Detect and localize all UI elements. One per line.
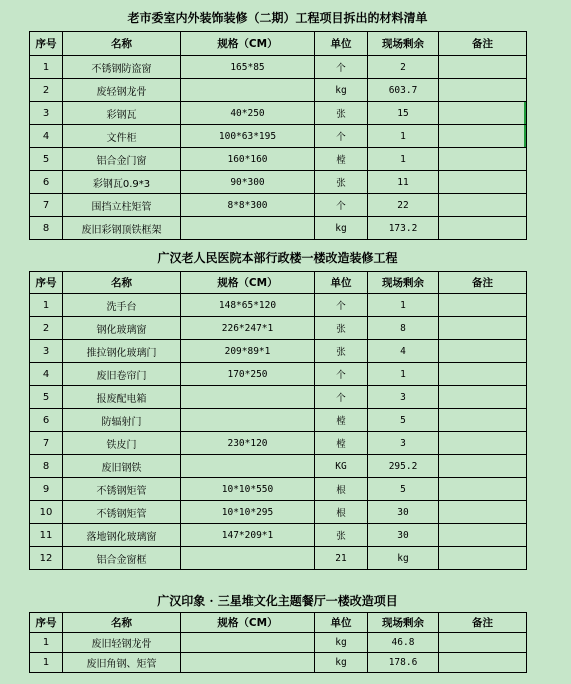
spec-cell[interactable]: 100*63*195 bbox=[181, 125, 315, 148]
table-row bbox=[30, 125, 527, 148]
unit-cell[interactable]: 21 bbox=[315, 547, 368, 570]
remaining-qty-cell[interactable]: 22 bbox=[368, 194, 439, 217]
header-cell[interactable]: 备注 bbox=[439, 272, 527, 294]
section-title: 老市委室内外装饰装修（二期）工程项目拆出的材料清单 bbox=[127, 11, 428, 25]
note-cell[interactable] bbox=[439, 340, 527, 363]
table-row bbox=[30, 501, 527, 524]
table-row bbox=[30, 102, 527, 125]
table-row bbox=[30, 547, 527, 570]
remaining-qty-cell[interactable]: 2 bbox=[368, 56, 439, 79]
note-cell[interactable] bbox=[439, 409, 527, 432]
table-row bbox=[30, 171, 527, 194]
row-number-cell[interactable]: 9 bbox=[30, 478, 63, 501]
unit-cell[interactable]: 张 bbox=[315, 317, 368, 340]
unit-cell[interactable]: 个 bbox=[315, 125, 368, 148]
table-row bbox=[30, 386, 527, 409]
item-name-cell[interactable]: 铝合金门窗 bbox=[63, 148, 181, 171]
remaining-qty-cell[interactable]: 11 bbox=[368, 171, 439, 194]
row-number-cell[interactable]: 8 bbox=[30, 455, 63, 478]
table-row bbox=[30, 524, 527, 547]
unit-cell[interactable]: kg bbox=[315, 79, 368, 102]
spec-cell[interactable] bbox=[181, 386, 315, 409]
row-number-cell[interactable]: 6 bbox=[30, 409, 63, 432]
note-cell[interactable] bbox=[439, 102, 527, 125]
remaining-qty-cell[interactable]: 1 bbox=[368, 148, 439, 171]
table-row bbox=[30, 148, 527, 171]
materials-table bbox=[29, 271, 527, 570]
note-cell[interactable] bbox=[439, 294, 527, 317]
unit-cell[interactable]: 张 bbox=[315, 340, 368, 363]
spec-cell[interactable]: 160*160 bbox=[181, 148, 315, 171]
table-row bbox=[30, 340, 527, 363]
item-name-cell[interactable]: 铁皮门 bbox=[63, 432, 181, 455]
row-number-cell[interactable]: 1 bbox=[30, 633, 63, 653]
section-1 bbox=[29, 5, 526, 240]
table-row bbox=[30, 363, 527, 386]
item-name-cell[interactable]: 废轻钢龙骨 bbox=[63, 79, 181, 102]
item-name-cell[interactable]: 不锈钢防盗窗 bbox=[63, 56, 181, 79]
spec-cell[interactable] bbox=[181, 217, 315, 240]
spec-cell[interactable]: 90*300 bbox=[181, 171, 315, 194]
spec-cell[interactable] bbox=[181, 633, 315, 653]
item-name-cell[interactable]: 废旧卷帘门 bbox=[63, 363, 181, 386]
header-cell[interactable]: 序号 bbox=[30, 32, 63, 56]
header-cell[interactable]: 现场剩余 bbox=[368, 32, 439, 56]
remaining-qty-cell[interactable]: 1 bbox=[368, 294, 439, 317]
unit-cell[interactable]: 樘 bbox=[315, 409, 368, 432]
spec-cell[interactable]: 170*250 bbox=[181, 363, 315, 386]
table-row bbox=[30, 56, 527, 79]
item-name-cell[interactable]: 钢化玻璃窗 bbox=[63, 317, 181, 340]
spec-cell[interactable]: 209*89*1 bbox=[181, 340, 315, 363]
remaining-qty-cell[interactable]: 3 bbox=[368, 432, 439, 455]
item-name-cell[interactable]: 不锈钢矩管 bbox=[63, 501, 181, 524]
item-name-cell[interactable]: 不锈钢矩管 bbox=[63, 478, 181, 501]
row-number-cell[interactable]: 10 bbox=[30, 501, 63, 524]
header-cell[interactable]: 规格（CM） bbox=[181, 613, 315, 633]
spec-cell[interactable]: 148*65*120 bbox=[181, 294, 315, 317]
unit-cell[interactable]: 张 bbox=[315, 524, 368, 547]
note-cell[interactable] bbox=[439, 432, 527, 455]
note-cell[interactable] bbox=[439, 56, 527, 79]
spec-cell[interactable]: 10*10*550 bbox=[181, 478, 315, 501]
remaining-qty-cell[interactable]: 46.8 bbox=[368, 633, 439, 653]
row-number-cell[interactable]: 8 bbox=[30, 217, 63, 240]
note-cell[interactable] bbox=[439, 633, 527, 653]
note-cell[interactable] bbox=[439, 363, 527, 386]
note-cell[interactable] bbox=[439, 125, 527, 148]
spec-cell[interactable] bbox=[181, 409, 315, 432]
materials-table bbox=[29, 612, 527, 673]
remaining-qty-cell[interactable]: 5 bbox=[368, 478, 439, 501]
remaining-qty-cell[interactable]: 1 bbox=[368, 125, 439, 148]
row-number-cell[interactable]: 6 bbox=[30, 171, 63, 194]
item-name-cell[interactable]: 废旧彩钢顶铁框架 bbox=[63, 217, 181, 240]
note-cell[interactable] bbox=[439, 171, 527, 194]
unit-cell[interactable]: 樘 bbox=[315, 432, 368, 455]
item-name-cell[interactable]: 废旧轻钢龙骨 bbox=[63, 633, 181, 653]
note-cell[interactable] bbox=[439, 317, 527, 340]
row-number-cell[interactable]: 2 bbox=[30, 79, 63, 102]
spec-cell[interactable]: 165*85 bbox=[181, 56, 315, 79]
unit-cell[interactable]: 樘 bbox=[315, 148, 368, 171]
note-cell[interactable] bbox=[439, 547, 527, 570]
note-cell[interactable] bbox=[439, 524, 527, 547]
remaining-qty-cell[interactable]: 295.2 bbox=[368, 455, 439, 478]
table-row bbox=[30, 432, 527, 455]
header-cell[interactable]: 现场剩余 bbox=[368, 272, 439, 294]
table-row bbox=[30, 317, 527, 340]
item-name-cell[interactable]: 文件柜 bbox=[63, 125, 181, 148]
remaining-qty-cell[interactable]: 4 bbox=[368, 340, 439, 363]
item-name-cell[interactable]: 洗手台 bbox=[63, 294, 181, 317]
note-cell[interactable] bbox=[439, 79, 527, 102]
table-row bbox=[30, 217, 527, 240]
item-name-cell[interactable]: 落地钢化玻璃窗 bbox=[63, 524, 181, 547]
header-cell[interactable]: 序号 bbox=[30, 613, 63, 633]
item-name-cell[interactable]: 防辐射门 bbox=[63, 409, 181, 432]
row-number-cell[interactable]: 3 bbox=[30, 340, 63, 363]
spec-cell[interactable] bbox=[181, 547, 315, 570]
header-cell[interactable]: 名称 bbox=[63, 32, 181, 56]
spec-cell[interactable]: 147*209*1 bbox=[181, 524, 315, 547]
unit-cell[interactable]: 个 bbox=[315, 363, 368, 386]
remaining-qty-cell[interactable]: 3 bbox=[368, 386, 439, 409]
spec-cell[interactable] bbox=[181, 455, 315, 478]
section-title: 广汉印象 · 三星堆文化主题餐厅一楼改造项目 bbox=[157, 594, 398, 608]
remaining-qty-cell[interactable]: 173.2 bbox=[368, 217, 439, 240]
note-cell[interactable] bbox=[439, 455, 527, 478]
remaining-qty-cell[interactable]: 5 bbox=[368, 409, 439, 432]
spec-cell[interactable]: 8*8*300 bbox=[181, 194, 315, 217]
row-number-cell[interactable]: 1 bbox=[30, 653, 63, 673]
note-cell[interactable] bbox=[439, 194, 527, 217]
unit-cell[interactable]: kg bbox=[315, 633, 368, 653]
row-number-cell[interactable]: 5 bbox=[30, 148, 63, 171]
row-number-cell[interactable]: 4 bbox=[30, 363, 63, 386]
unit-cell[interactable]: 个 bbox=[315, 294, 368, 317]
remaining-qty-cell[interactable]: 8 bbox=[368, 317, 439, 340]
row-number-cell[interactable]: 1 bbox=[30, 294, 63, 317]
item-name-cell[interactable]: 铝合金窗框 bbox=[63, 547, 181, 570]
header-row bbox=[30, 613, 527, 633]
item-name-cell[interactable]: 彩钢瓦 bbox=[63, 102, 181, 125]
header-row bbox=[30, 32, 527, 56]
header-cell[interactable]: 规格（CM） bbox=[181, 272, 315, 294]
remaining-qty-cell[interactable]: 178.6 bbox=[368, 653, 439, 673]
section-2 bbox=[29, 245, 526, 570]
remaining-qty-cell[interactable]: 30 bbox=[368, 501, 439, 524]
row-number-cell[interactable]: 3 bbox=[30, 102, 63, 125]
table-row bbox=[30, 633, 527, 653]
unit-cell[interactable]: 个 bbox=[315, 194, 368, 217]
item-name-cell[interactable]: 推拉钢化玻璃门 bbox=[63, 340, 181, 363]
note-cell[interactable] bbox=[439, 653, 527, 673]
spec-cell[interactable]: 230*120 bbox=[181, 432, 315, 455]
row-number-cell[interactable]: 1 bbox=[30, 56, 63, 79]
remaining-qty-cell[interactable]: kg bbox=[368, 547, 439, 570]
table-row bbox=[30, 294, 527, 317]
row-number-cell[interactable]: 7 bbox=[30, 194, 63, 217]
unit-cell[interactable]: 张 bbox=[315, 102, 368, 125]
table-row bbox=[30, 409, 527, 432]
spec-cell[interactable]: 10*10*295 bbox=[181, 501, 315, 524]
table-row bbox=[30, 653, 527, 673]
unit-cell[interactable]: kg bbox=[315, 217, 368, 240]
section-title: 广汉老人民医院本部行政楼一楼改造装修工程 bbox=[157, 251, 398, 265]
row-number-cell[interactable]: 12 bbox=[30, 547, 63, 570]
header-cell[interactable]: 名称 bbox=[63, 613, 181, 633]
unit-cell[interactable]: 个 bbox=[315, 56, 368, 79]
unit-cell[interactable]: 根 bbox=[315, 478, 368, 501]
item-name-cell[interactable]: 报废配电箱 bbox=[63, 386, 181, 409]
remaining-qty-cell[interactable]: 603.7 bbox=[368, 79, 439, 102]
unit-cell[interactable]: 张 bbox=[315, 171, 368, 194]
spec-cell[interactable]: 226*247*1 bbox=[181, 317, 315, 340]
row-number-cell[interactable]: 2 bbox=[30, 317, 63, 340]
table-row bbox=[30, 79, 527, 102]
header-cell[interactable]: 备注 bbox=[439, 613, 527, 633]
item-name-cell[interactable]: 废旧角钢、矩管 bbox=[63, 653, 181, 673]
unit-cell[interactable]: 根 bbox=[315, 501, 368, 524]
materials-table bbox=[29, 31, 527, 240]
remaining-qty-cell[interactable]: 15 bbox=[368, 102, 439, 125]
unit-cell[interactable]: kg bbox=[315, 653, 368, 673]
header-cell[interactable]: 名称 bbox=[63, 272, 181, 294]
note-cell[interactable] bbox=[439, 501, 527, 524]
row-number-cell[interactable]: 5 bbox=[30, 386, 63, 409]
table-row bbox=[30, 194, 527, 217]
note-cell[interactable] bbox=[439, 217, 527, 240]
row-number-cell[interactable]: 4 bbox=[30, 125, 63, 148]
item-name-cell[interactable]: 围挡立柱矩管 bbox=[63, 194, 181, 217]
header-cell[interactable]: 现场剩余 bbox=[368, 613, 439, 633]
row-number-cell[interactable]: 11 bbox=[30, 524, 63, 547]
header-cell[interactable]: 单位 bbox=[315, 272, 368, 294]
header-cell[interactable]: 单位 bbox=[315, 613, 368, 633]
unit-cell[interactable]: 个 bbox=[315, 386, 368, 409]
spec-cell[interactable] bbox=[181, 79, 315, 102]
header-row bbox=[30, 272, 527, 294]
note-cell[interactable] bbox=[439, 478, 527, 501]
header-cell[interactable]: 备注 bbox=[439, 32, 527, 56]
header-cell[interactable]: 规格（CM） bbox=[181, 32, 315, 56]
table-row bbox=[30, 478, 527, 501]
header-cell[interactable]: 序号 bbox=[30, 272, 63, 294]
spec-cell[interactable] bbox=[181, 653, 315, 673]
remaining-qty-cell[interactable]: 30 bbox=[368, 524, 439, 547]
remaining-qty-cell[interactable]: 1 bbox=[368, 363, 439, 386]
table-row bbox=[30, 455, 527, 478]
unit-cell[interactable]: KG bbox=[315, 455, 368, 478]
header-cell[interactable]: 单位 bbox=[315, 32, 368, 56]
note-cell[interactable] bbox=[439, 148, 527, 171]
note-cell[interactable] bbox=[439, 386, 527, 409]
item-name-cell[interactable]: 彩钢瓦0.9*3 bbox=[63, 171, 181, 194]
spec-cell[interactable]: 40*250 bbox=[181, 102, 315, 125]
section-3 bbox=[29, 590, 526, 673]
row-number-cell[interactable]: 7 bbox=[30, 432, 63, 455]
item-name-cell[interactable]: 废旧钢铁 bbox=[63, 455, 181, 478]
